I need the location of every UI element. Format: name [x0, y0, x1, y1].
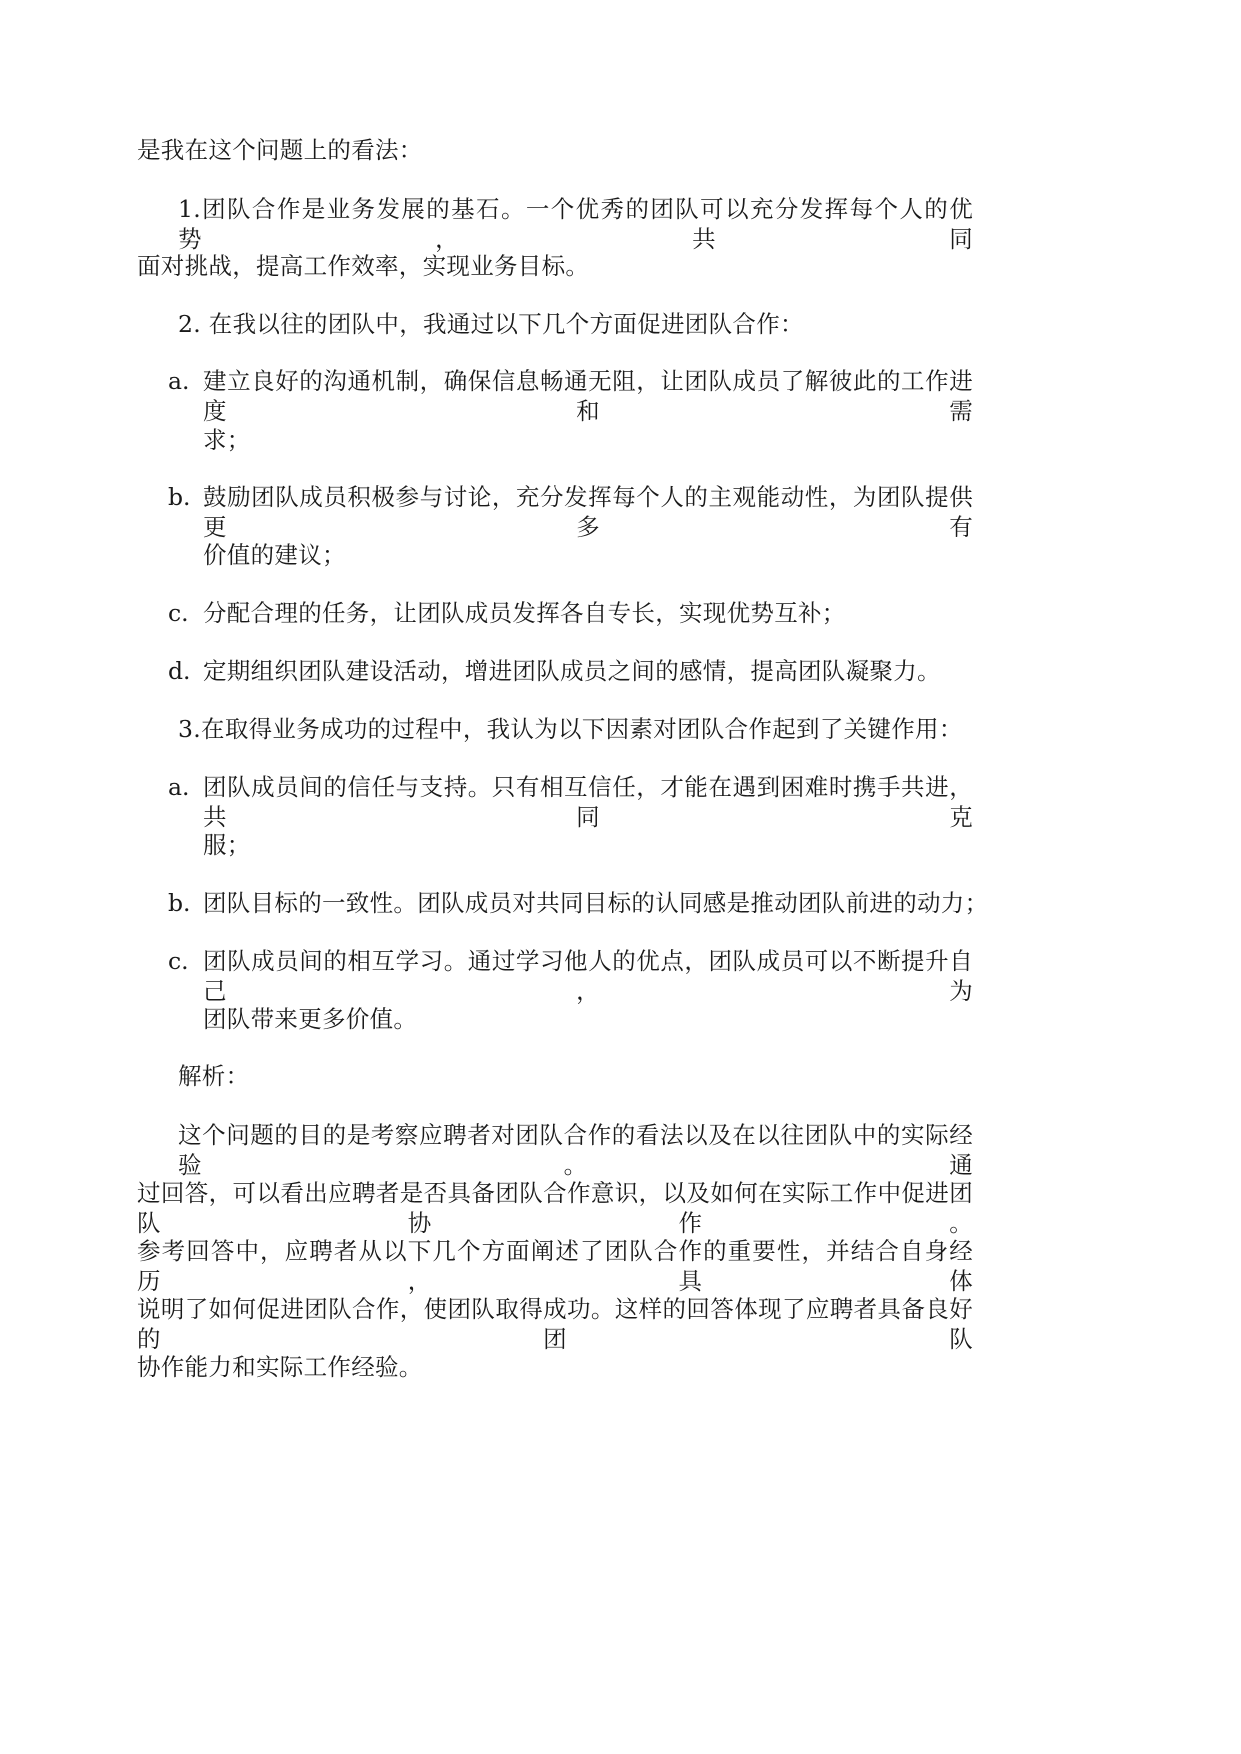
- point2-item-a-line2: 求；: [203, 426, 251, 454]
- intro-line: 是我在这个问题上的看法：: [137, 136, 423, 164]
- point3-item-b-line1: 团队目标的一致性。团队成员对共同目标的认同感是推动团队前进的动力；: [203, 889, 989, 917]
- point3-item-c-marker: c.: [168, 947, 189, 975]
- point2-item-c-line1: 分配合理的任务，让团队成员发挥各自专长，实现优势互补；: [203, 599, 846, 627]
- point2-item-d-line1: 定期组织团队建设活动，增进团队成员之间的感情，提高团队凝聚力。: [203, 657, 941, 685]
- analysis-line-2: 过回答，可以看出应聘者是否具备团队合作意识，以及如何在实际工作中促进团队协作。: [137, 1179, 973, 1237]
- point1-line2: 面对挑战，提高工作效率，实现业务目标。: [137, 252, 590, 280]
- point1-line1: 1.团队合作是业务发展的基石。一个优秀的团队可以充分发挥每个人的优势，共同: [178, 195, 973, 253]
- analysis-line-1: 这个问题的目的是考察应聘者对团队合作的看法以及在以往团队中的实际经验。通: [178, 1121, 973, 1179]
- point3-item-a-line1: 团队成员间的信任与支持。只有相互信任，才能在遇到困难时携手共进，共同克: [203, 773, 973, 831]
- point2-item-d-marker: d.: [168, 657, 191, 685]
- point2-item-b-line2: 价值的建议；: [203, 541, 346, 569]
- point3-item-c-line1: 团队成员间的相互学习。通过学习他人的优点，团队成员可以不断提升自己，为: [203, 947, 973, 1005]
- point2-item-b-line1: 鼓励团队成员积极参与讨论，充分发挥每个人的主观能动性，为团队提供更多有: [203, 483, 973, 541]
- point2-heading: 2. 在我以往的团队中，我通过以下几个方面促进团队合作：: [178, 310, 804, 338]
- point2-item-a-marker: a.: [168, 367, 190, 395]
- analysis-label: 解析：: [178, 1062, 250, 1090]
- analysis-line-5: 协作能力和实际工作经验。: [137, 1353, 423, 1381]
- analysis-line-3: 参考回答中，应聘者从以下几个方面阐述了团队合作的重要性，并结合自身经历，具体: [137, 1237, 973, 1295]
- analysis-line-4: 说明了如何促进团队合作，使团队取得成功。这样的回答体现了应聘者具备良好的团队: [137, 1295, 973, 1353]
- point3-item-c-line2: 团队带来更多价值。: [203, 1005, 418, 1033]
- point3-heading: 3.在取得业务成功的过程中，我认为以下因素对团队合作起到了关键作用：: [178, 715, 963, 743]
- point3-item-b-marker: b.: [168, 889, 191, 917]
- point2-item-b-marker: b.: [168, 483, 191, 511]
- point3-item-a-line2: 服；: [203, 831, 251, 859]
- point3-item-a-marker: a.: [168, 773, 190, 801]
- point2-item-c-marker: c.: [168, 599, 189, 627]
- point2-item-a-line1: 建立良好的沟通机制，确保信息畅通无阻，让团队成员了解彼此的工作进度和需: [203, 367, 973, 425]
